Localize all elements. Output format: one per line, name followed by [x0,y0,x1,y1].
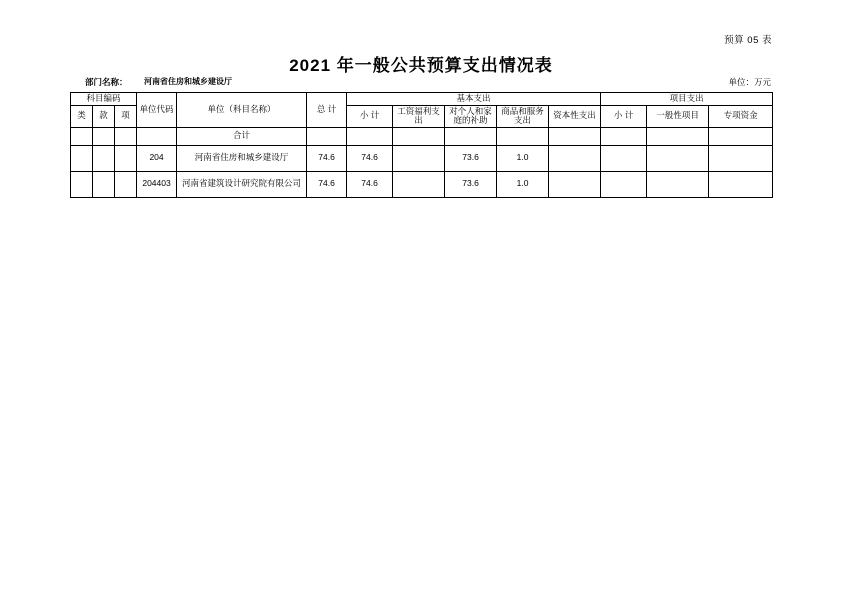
document-code-label: 预算 05 表 [724,35,772,46]
cell-salary-welfare [393,171,445,197]
header-capital-expenditure: 资本性支出 [549,105,601,127]
cell-project-subtotal [601,127,647,145]
header-basic-expenditure: 基本支出 [347,93,601,106]
header-unit-code: 单位代码 [137,93,177,128]
header-project-subtotal: 小 计 [601,105,647,127]
cell-special-funds [709,127,773,145]
cell-unit-code [137,127,177,145]
header-unit-name: 单位（科目名称） [177,93,307,128]
cell-goods-services: 1.0 [497,145,549,171]
cell-class [71,127,93,145]
cell-basic-subtotal [347,127,393,145]
cell-item [115,127,137,145]
cell-basic-subtotal: 74.6 [347,145,393,171]
cell-section [93,127,115,145]
header-project-expenditure: 项目支出 [601,93,773,106]
cell-salary-welfare [393,145,445,171]
document-meta-row [71,76,771,90]
department-value: 河南省住房和城乡建设厅 [144,77,232,86]
cell-subsidy-person-family [445,127,497,145]
cell-subsidy-person-family: 73.6 [445,171,497,197]
header-class: 类 [71,105,93,127]
header-basic-subtotal: 小 计 [347,105,393,127]
cell-total: 74.6 [307,171,347,197]
cell-capital-expenditure [549,171,601,197]
table-row [71,171,773,197]
cell-section [93,171,115,197]
header-salary-welfare: 工资福利支出 [393,105,445,127]
header-general-project: 一般性项目 [647,105,709,127]
cell-total: 74.6 [307,145,347,171]
budget-table [70,92,773,198]
amount-unit-label: 单位：万元 [728,77,771,87]
cell-general-project [647,171,709,197]
cell-goods-services [497,127,549,145]
cell-unit-code: 204403 [137,171,177,197]
cell-unit-name: 河南省建筑设计研究院有限公司 [177,171,307,197]
cell-general-project [647,145,709,171]
header-subsidy-person-family: 对个人和家庭的补助 [445,105,497,127]
header-section: 款 [93,105,115,127]
cell-basic-subtotal: 74.6 [347,171,393,197]
cell-item [115,171,137,197]
table-row [71,145,773,171]
cell-capital-expenditure [549,145,601,171]
cell-unit-name: 合计 [177,127,307,145]
cell-item [115,145,137,171]
cell-project-subtotal [601,171,647,197]
cell-section [93,145,115,171]
header-item: 项 [115,105,137,127]
header-special-funds: 专项资金 [709,105,773,127]
cell-unit-name: 河南省住房和城乡建设厅 [177,145,307,171]
cell-goods-services: 1.0 [497,171,549,197]
cell-subsidy-person-family: 73.6 [445,145,497,171]
cell-class [71,171,93,197]
header-goods-services: 商品和服务支出 [497,105,549,127]
table-header-row-1 [71,93,773,106]
cell-capital-expenditure [549,127,601,145]
page-title: 2021 年一般公共预算支出情况表 [289,56,553,75]
header-total: 总 计 [307,93,347,128]
department-label: 部门名称： [85,77,128,87]
cell-general-project [647,127,709,145]
cell-special-funds [709,145,773,171]
cell-total [307,127,347,145]
cell-special-funds [709,171,773,197]
cell-project-subtotal [601,145,647,171]
header-subject-code-group: 科目编码 [71,93,137,106]
table-row [71,127,773,145]
cell-salary-welfare [393,127,445,145]
cell-class [71,145,93,171]
cell-unit-code: 204 [137,145,177,171]
